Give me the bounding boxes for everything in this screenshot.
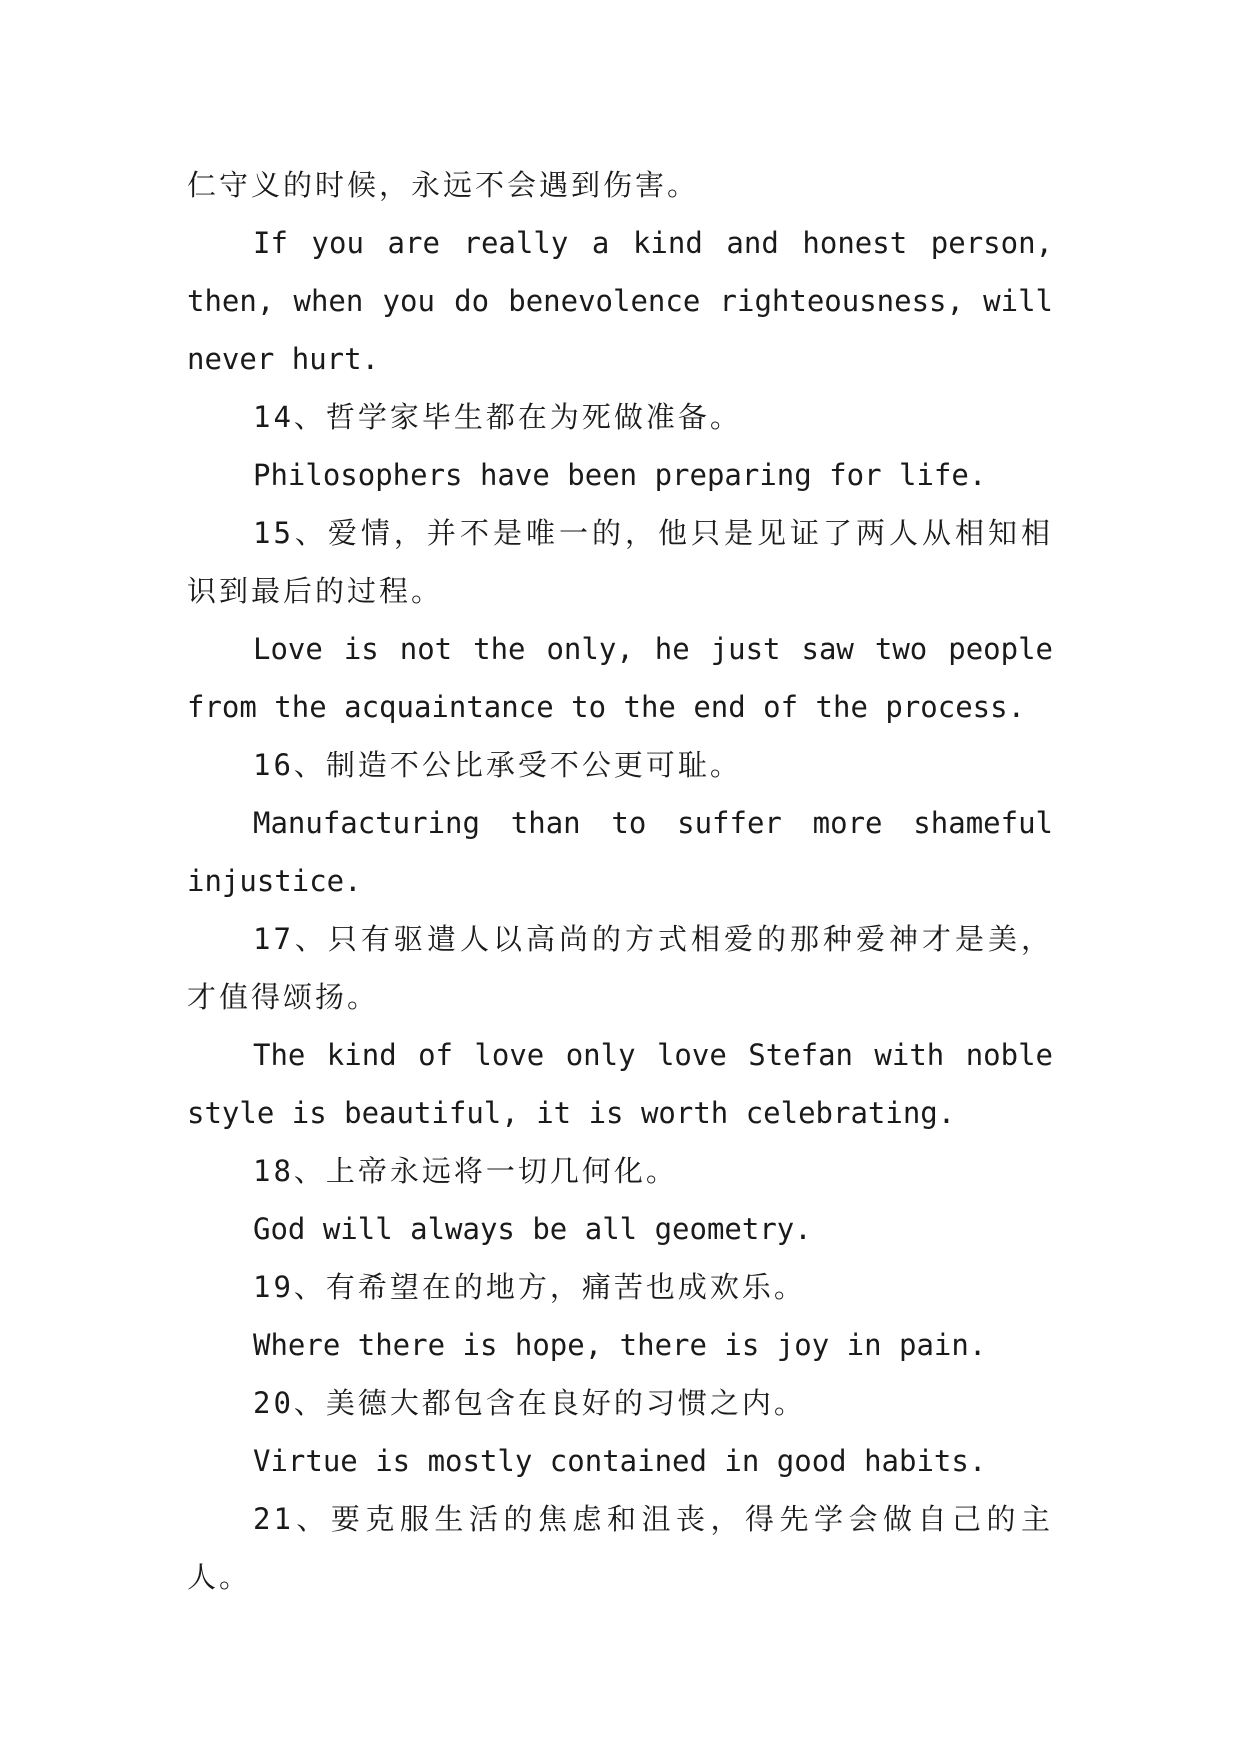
paragraph-en: Philosophers have been preparing for life.: [253, 458, 987, 492]
paragraph-en: Love is not the only, he just saw two people from the acquaintance to the end of the process.: [187, 632, 1053, 724]
paragraph-zh: 15、爱情，并不是唯一的，他只是见证了两人从相知相识到最后的过程。: [187, 516, 1053, 608]
paragraph-zh: 21、要克服生活的焦虑和沮丧，得先学会做自己的主人。: [187, 1502, 1053, 1594]
paragraph-zh: 16、制造不公比承受不公更可耻。: [253, 748, 742, 782]
paragraph-zh: 18、上帝永远将一切几何化。: [253, 1154, 678, 1188]
paragraph-zh: 仁守义的时候，永远不会遇到伤害。: [187, 168, 700, 202]
paragraph-zh: 17、只有驱遣人以高尚的方式相爱的那种爱神才是美，才值得颂扬。: [187, 922, 1053, 1014]
paragraph-en: God will always be all geometry.: [253, 1212, 812, 1246]
paragraph-en: Where there is hope, there is joy in pain.: [253, 1328, 987, 1362]
paragraph-zh: 19、有希望在的地方，痛苦也成欢乐。: [253, 1270, 806, 1304]
paragraph-en: The kind of love only love Stefan with noble style is beautiful, it is worth celebrating.: [187, 1038, 1053, 1130]
paragraph-en: Virtue is mostly contained in good habits.: [253, 1444, 987, 1478]
paragraph-zh: 20、美德大都包含在良好的习惯之内。: [253, 1386, 806, 1420]
document-body: [187, 156, 1053, 1606]
paragraph-zh: 14、哲学家毕生都在为死做准备。: [253, 400, 742, 434]
paragraph-en: If you are really a kind and honest person, then, when you do benevolence righteousness, will never hurt.: [187, 226, 1053, 376]
paragraph-en: Manufacturing than to suffer more shameful injustice.: [187, 806, 1053, 898]
